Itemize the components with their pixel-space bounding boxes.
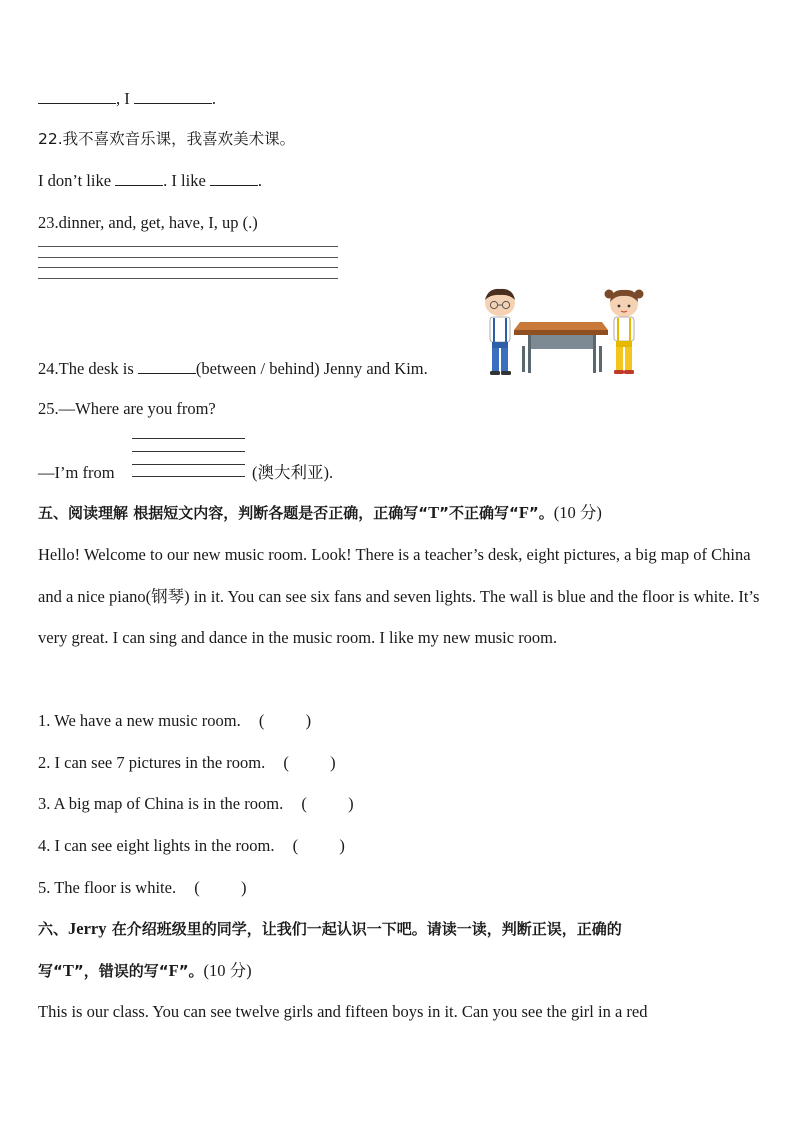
- q24-line: 24.The desk is (between / behind) Jenny and Kim.: [38, 359, 428, 378]
- tf-item-3: 3. A big map of China is in the room. ( ): [38, 794, 354, 813]
- boy-figure: [485, 289, 515, 375]
- answer-blank[interactable]: [210, 171, 258, 186]
- writing-line[interactable]: [38, 267, 338, 268]
- section5-passage: Hello! Welcome to our new music room. Look! There is a teacher’s desk, eight pictures, a big map of China and a nice piano(钢琴) in it. You can see six fans and seven lights. The wall is blue and the floor is white. It’s very great. I can sing and dance in the music room. I like my new music room.: [38, 545, 760, 648]
- section6-passage: This is our class. You can see twelve girls and fifteen boys in it. Can you see the girl in a red: [38, 1002, 648, 1021]
- q25-answer-start: —I’m from: [38, 463, 115, 482]
- tf-item-2: 2. I can see 7 pictures in the room. ( ): [38, 753, 336, 772]
- answer-parentheses[interactable]: ( ): [301, 794, 354, 813]
- answer-parentheses[interactable]: ( ): [292, 836, 345, 855]
- answer-line[interactable]: [132, 451, 245, 452]
- section5-heading: 五、阅读理解 根据短文内容，判断各题是否正确，正确写“T”不正确写“F”。(10 分): [38, 503, 602, 522]
- writing-line[interactable]: [38, 257, 338, 258]
- q23-prompt: 23.dinner, and, get, have, I, up (.): [38, 213, 258, 232]
- section6-heading-line2: 写“T”，错误的写“F”。(10 分): [38, 961, 252, 980]
- tf-item-1: 1. We have a new music room. ( ): [38, 711, 312, 730]
- q25-question: 25.—Where are you from?: [38, 399, 216, 418]
- q21-tail: , I .: [38, 88, 216, 110]
- writing-line[interactable]: [38, 278, 338, 279]
- q22-answer-line: I don’t like . I like .: [38, 171, 263, 190]
- q22-prompt: 22.我不喜欢音乐课，我喜欢美术课。: [38, 130, 296, 148]
- answer-parentheses[interactable]: ( ): [258, 711, 312, 730]
- answer-line[interactable]: [132, 464, 245, 465]
- answer-line[interactable]: [132, 476, 245, 477]
- boy-desk-girl-illustration: [476, 286, 646, 378]
- answer-blank[interactable]: [115, 171, 163, 186]
- answer-parentheses[interactable]: ( ): [194, 878, 247, 897]
- tf-item-5: 5. The floor is white. ( ): [38, 878, 247, 897]
- answer-blank[interactable]: [134, 89, 212, 104]
- girl-figure: [605, 290, 644, 375]
- answer-line[interactable]: [132, 438, 245, 439]
- writing-line[interactable]: [38, 246, 338, 247]
- section6-heading-line1: 六、Jerry 在介绍班级里的同学，让我们一起认识一下吧。请读一读，判断正误，正确的: [38, 919, 622, 938]
- desk: [514, 322, 608, 373]
- answer-blank[interactable]: [138, 359, 196, 374]
- answer-parentheses[interactable]: ( ): [283, 753, 336, 772]
- q25-answer-hint: (澳大利亚).: [252, 463, 334, 482]
- tf-item-4: 4. I can see eight lights in the room. ( ): [38, 836, 345, 855]
- answer-blank[interactable]: [38, 89, 116, 104]
